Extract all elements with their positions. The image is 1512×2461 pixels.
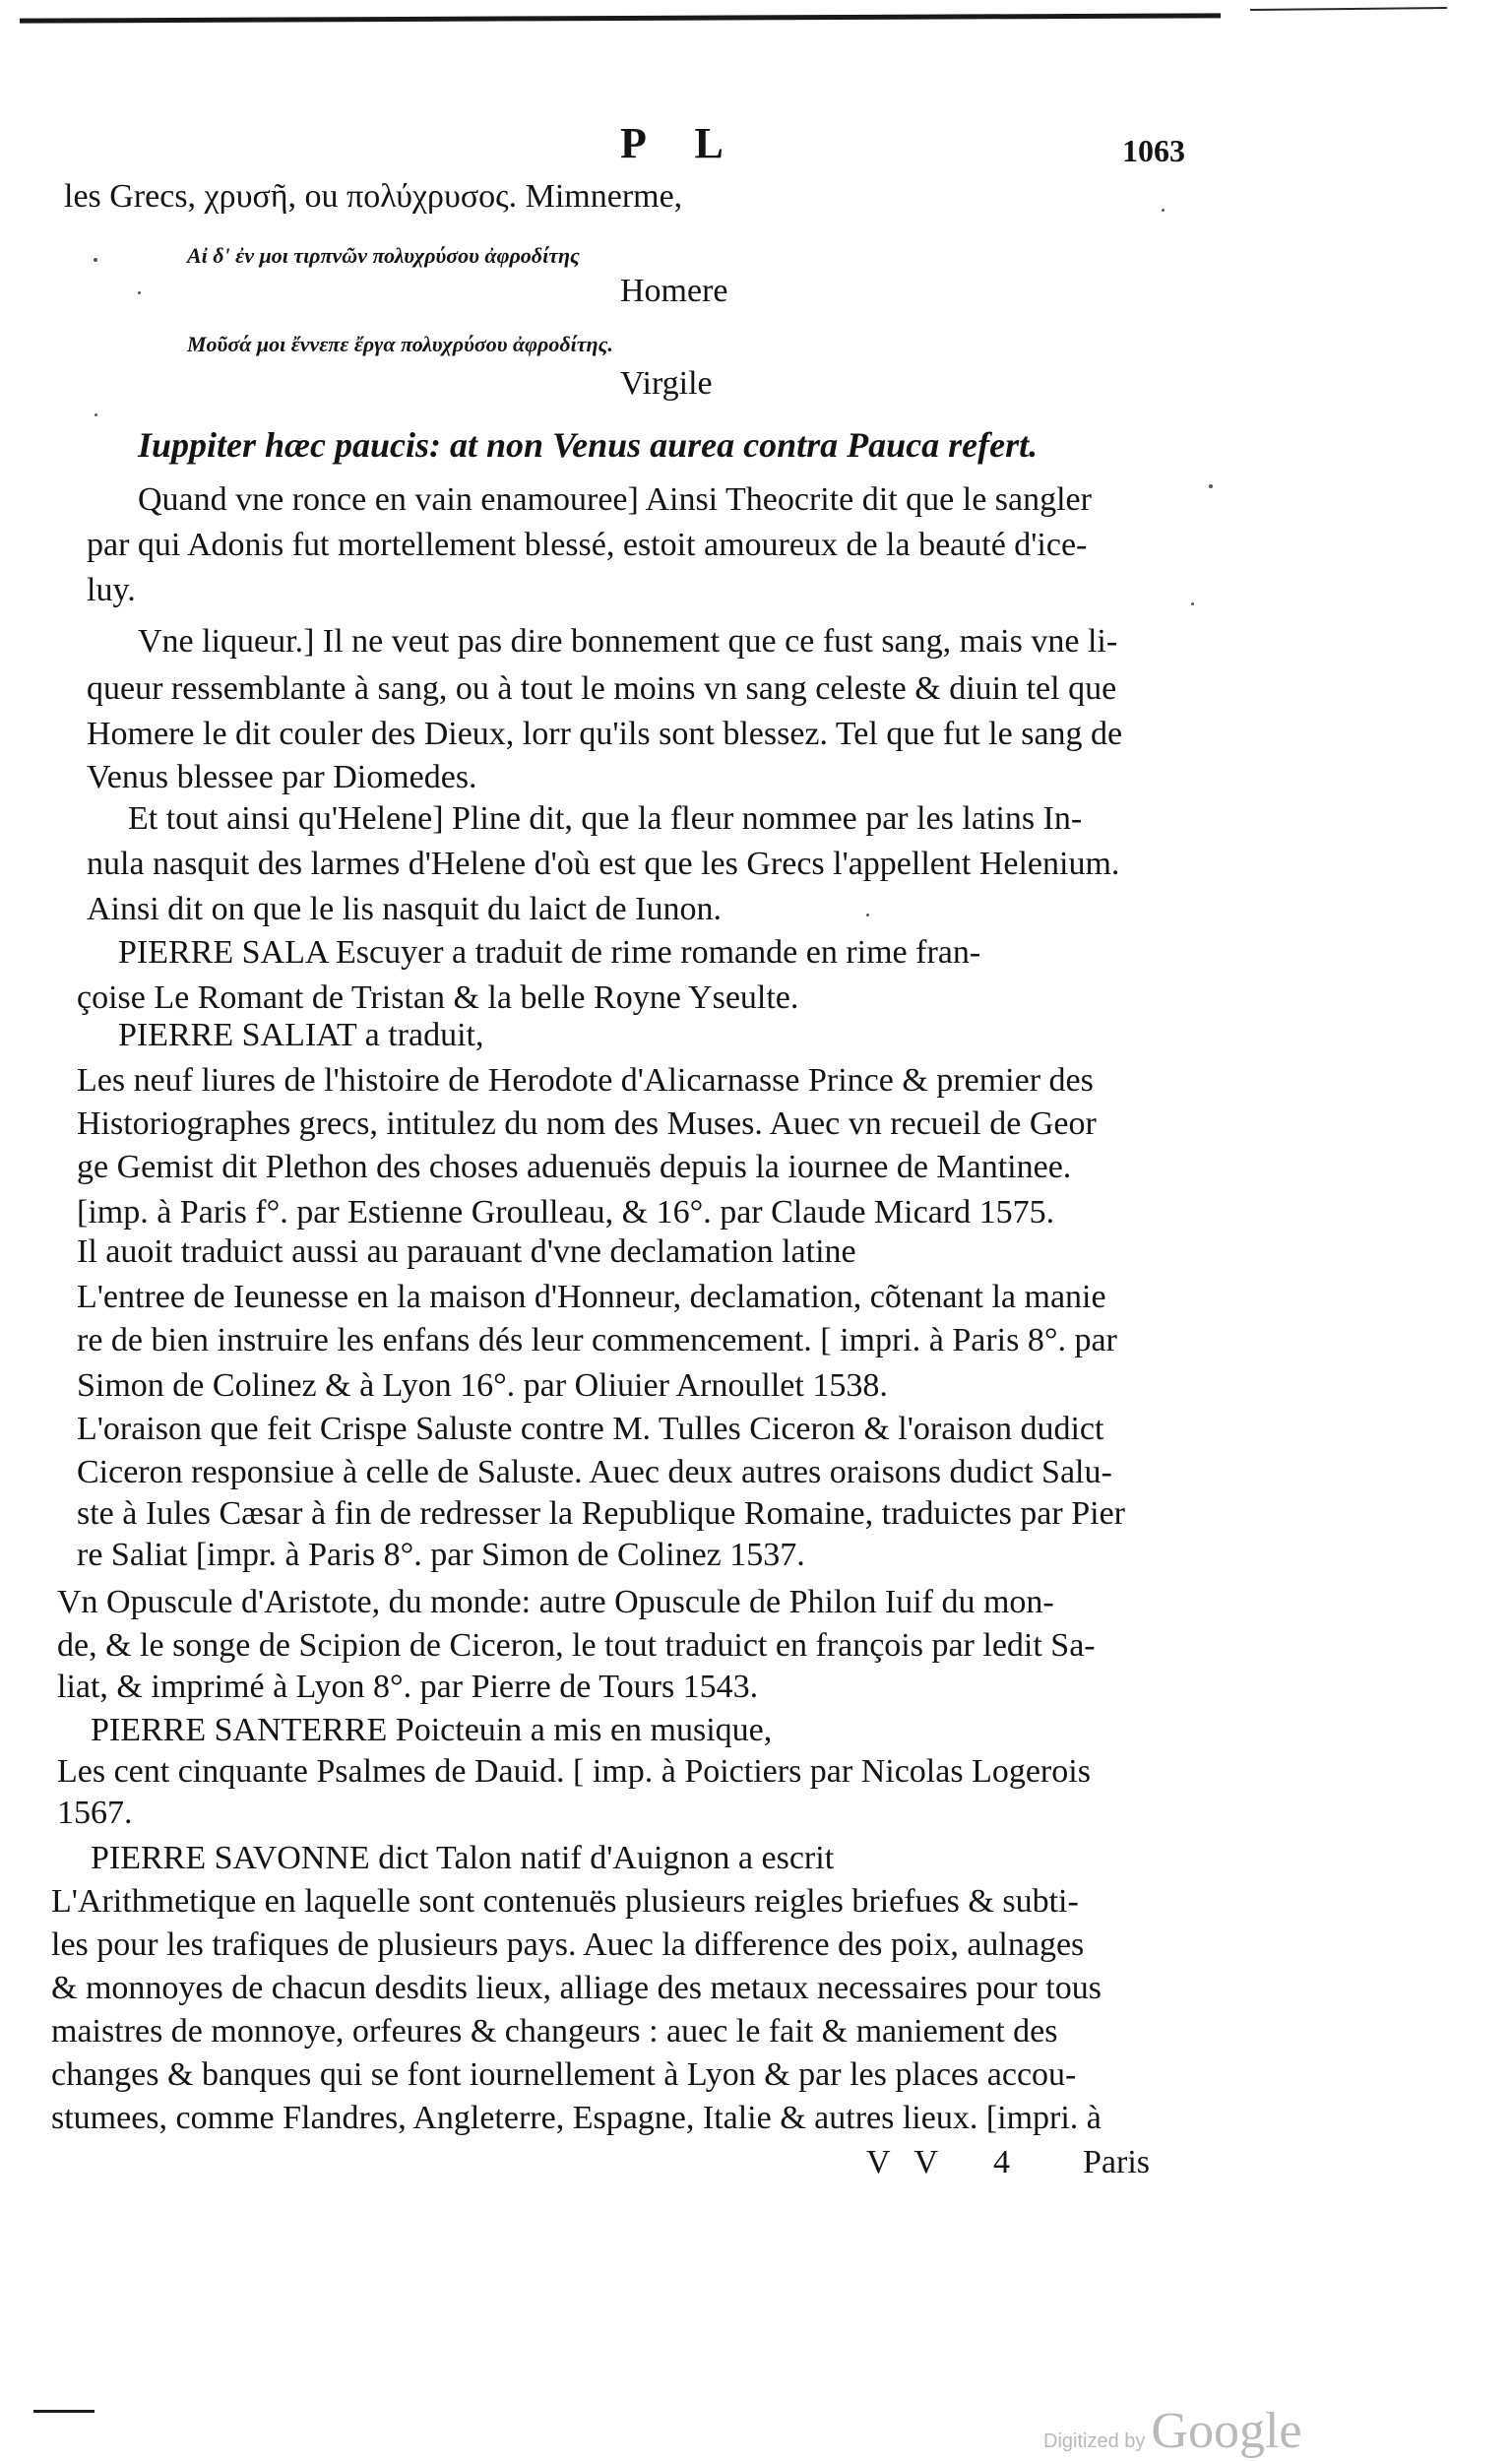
text-line: par qui Adonis fut mortellement blessé, estoit amoureux de la beauté d'ice- bbox=[87, 527, 1088, 563]
text-line: ste à Iules Cæsar à fin de redresser la Republique Romaine, traduictes par Pier bbox=[77, 1495, 1125, 1532]
greek-verse-line: Αἰ δ' ἐν μοι τιρπνῶν πολυχρύσου ἀφροδίτης bbox=[187, 243, 580, 268]
text-line: ge Gemist dit Plethon des choses aduenuës depuis la iournee de Mantinee. bbox=[77, 1149, 1072, 1185]
text-line: L'oraison que feit Crispe Saluste contre M. Tulles Ciceron & l'oraison dudict bbox=[77, 1411, 1104, 1447]
digitized-watermark bbox=[1043, 2402, 1301, 2460]
signature-mark: VV 4 bbox=[866, 2144, 1034, 2180]
ink-speck bbox=[1209, 484, 1213, 488]
ink-speck bbox=[866, 914, 869, 916]
latin-verse-line: Iuppiter hæc paucis: at non Venus aurea contra Pauca refert. bbox=[138, 425, 1039, 465]
top-border-rule bbox=[20, 13, 1221, 23]
text-line: luy. bbox=[87, 572, 136, 608]
top-border-rule-right bbox=[1250, 7, 1447, 11]
greek-verse-line: Μοῦσά μοι ἔννεπε ἔργα πολυχρύσου ἀφροδίτης. bbox=[187, 332, 613, 356]
text-line: Et tout ainsi qu'Helene] Pline dit, que la fleur nommee par les latins In- bbox=[128, 800, 1083, 837]
text-line: re de bien instruire les enfans dés leur commencement. [ impri. à Paris 8°. par bbox=[77, 1322, 1117, 1358]
text-line: changes & banques qui se font iournellement à Lyon & par les places accou- bbox=[51, 2056, 1077, 2093]
text-line: Les cent cinquante Psalmes de Dauid. [ imp. à Poictiers par Nicolas Logerois bbox=[57, 1753, 1091, 1790]
entry-heading-line: PIERRE SANTERRE Poicteuin a mis en musique, bbox=[91, 1712, 773, 1748]
text-line: Homere le dit couler des Dieux, lorr qu'ils sont blessez. Tel que fut le sang de bbox=[87, 716, 1123, 752]
page-number: 1063 bbox=[1122, 133, 1185, 168]
text-line: Ciceron responsiue à celle de Saluste. Auec deux autres oraisons dudict Salu- bbox=[77, 1454, 1112, 1490]
text-line: maistres de monnoye, orfeures & changeurs : auec le fait & maniement des bbox=[51, 2013, 1058, 2050]
text-line: nula nasquit des larmes d'Helene d'où est que les Grecs l'appellent Helenium. bbox=[87, 846, 1120, 882]
text-line: queur ressemblante à sang, ou à tout le moins vn sang celeste & diuin tel que bbox=[87, 670, 1117, 707]
text-line: les pour les trafiques de plusieurs pays. Auec la difference des poix, aulnages bbox=[51, 1926, 1085, 1963]
text-line: re Saliat [impr. à Paris 8°. par Simon de Colinez 1537. bbox=[77, 1537, 805, 1573]
text-line: L'entree de Ieunesse en la maison d'Honneur, declamation, cõtenant la manie bbox=[77, 1279, 1106, 1315]
text-line: les Grecs, χρυσῆ, ou πολύχρυσος. Mimnerme, bbox=[64, 178, 683, 215]
watermark-logo: Google bbox=[1151, 2403, 1302, 2459]
text-line: Les neuf liures de l'histoire de Herodote d'Alicarnasse Prince & premier des bbox=[77, 1062, 1094, 1099]
text-line: Quand vne ronce en vain enamouree] Ainsi Theocrite dit que le sangler bbox=[138, 481, 1092, 518]
bottom-margin-rule bbox=[33, 2410, 94, 2413]
text-line: çoise Le Romant de Tristan & la belle Royne Yseulte. bbox=[77, 979, 799, 1016]
text-line: Vne liqueur.] Il ne veut pas dire bonnement que ce fust sang, mais vne li- bbox=[138, 623, 1118, 660]
text-line: stumees, comme Flandres, Angleterre, Espagne, Italie & autres lieux. [impri. à bbox=[51, 2100, 1102, 2136]
text-line: Vn Opuscule d'Aristote, du monde: autre Opuscule de Philon Iuif du mon- bbox=[57, 1584, 1054, 1620]
ink-speck bbox=[1191, 602, 1194, 605]
text-line: Il auoit traduict aussi au parauant d'vne declamation latine bbox=[77, 1233, 856, 1270]
text-line: liat, & imprimé à Lyon 8°. par Pierre de Tours 1543. bbox=[57, 1669, 759, 1705]
running-head: P L bbox=[620, 119, 743, 167]
text-line: L'Arithmetique en laquelle sont contenuës plusieurs reigles briefues & subti- bbox=[51, 1883, 1079, 1920]
author-attribution: Homere bbox=[620, 273, 728, 309]
text-line: Simon de Colinez & à Lyon 16°. par Oliuier Arnoullet 1538. bbox=[77, 1367, 888, 1404]
watermark-label: Digitized by bbox=[1043, 2430, 1146, 2452]
catchword: Paris bbox=[1083, 2144, 1150, 2180]
text-line: & monnoyes de chacun desdits lieux, alliage des metaux necessaires pour tous bbox=[51, 1970, 1102, 2006]
entry-heading-line: PIERRE SAVONNE dict Talon natif d'Auignon a escrit bbox=[91, 1840, 835, 1876]
ink-speck bbox=[138, 291, 141, 294]
entry-heading-line: PIERRE SALIAT a traduit, bbox=[118, 1017, 484, 1053]
text-line: [imp. à Paris f°. par Estienne Groulleau, & 16°. par Claude Micard 1575. bbox=[77, 1194, 1055, 1230]
text-line: Historiographes grecs, intitulez du nom des Muses. Auec vn recueil de Geor bbox=[77, 1105, 1097, 1142]
text-line: Ainsi dit on que le lis nasquit du laict de Iunon. bbox=[87, 891, 722, 927]
text-line: Venus blessee par Diomedes. bbox=[87, 759, 477, 795]
ink-speck bbox=[94, 413, 97, 416]
text-line: 1567. bbox=[57, 1795, 133, 1831]
author-attribution: Virgile bbox=[620, 365, 713, 402]
ink-speck bbox=[94, 258, 97, 262]
text-line: de, & le songe de Scipion de Ciceron, le tout traduict en françois par ledit Sa- bbox=[57, 1627, 1096, 1664]
entry-heading-line: PIERRE SALA Escuyer a traduit de rime romande en rime fran- bbox=[118, 934, 981, 971]
ink-speck bbox=[1162, 209, 1165, 212]
